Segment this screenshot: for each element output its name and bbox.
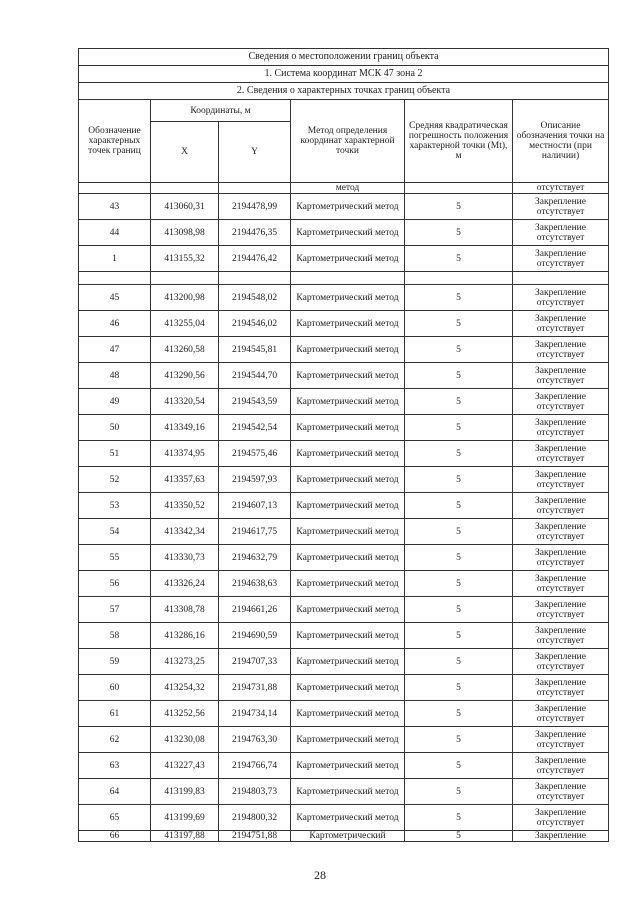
coord-y: 2194607,13 bbox=[219, 493, 291, 519]
section-title: 2. Сведения о характерных точках границ объекта bbox=[79, 83, 609, 100]
coord-y: 2194597,93 bbox=[219, 467, 291, 493]
coord-y: 2194803,73 bbox=[219, 779, 291, 805]
description: Закрепление отсутствует bbox=[513, 727, 609, 753]
table-row bbox=[79, 519, 609, 545]
coord-y: 2194690,59 bbox=[219, 623, 291, 649]
description: Закрепление отсутствует bbox=[513, 415, 609, 441]
coord-y: 2194543,59 bbox=[219, 389, 291, 415]
description: Закрепление bbox=[513, 831, 609, 842]
table-row bbox=[79, 220, 609, 246]
point-id: 53 bbox=[79, 493, 151, 519]
table-row bbox=[79, 467, 609, 493]
table-row bbox=[79, 545, 609, 571]
coord-y: 2194632,79 bbox=[219, 545, 291, 571]
coord-x: 413230,08 bbox=[151, 727, 219, 753]
table-row bbox=[79, 779, 609, 805]
continuation-desc: отсутствует bbox=[513, 183, 609, 194]
point-id: 57 bbox=[79, 597, 151, 623]
coord-x: 413098,98 bbox=[151, 220, 219, 246]
method: Картометрический метод bbox=[291, 779, 405, 805]
description: Закрепление отсутствует bbox=[513, 753, 609, 779]
coord-x: 413357,63 bbox=[151, 467, 219, 493]
point-id: 52 bbox=[79, 467, 151, 493]
description: Закрепление отсутствует bbox=[513, 701, 609, 727]
method: Картометрический метод bbox=[291, 753, 405, 779]
mean-error: 5 bbox=[405, 363, 513, 389]
description: Закрепление отсутствует bbox=[513, 389, 609, 415]
description: Закрепление отсутствует bbox=[513, 467, 609, 493]
description: Закрепление отсутствует bbox=[513, 285, 609, 311]
method: Картометрический метод bbox=[291, 493, 405, 519]
table-row bbox=[79, 571, 609, 597]
point-id: 47 bbox=[79, 337, 151, 363]
method: Картометрический метод bbox=[291, 675, 405, 701]
coord-y: 2194617,75 bbox=[219, 519, 291, 545]
method: Картометрический метод bbox=[291, 571, 405, 597]
point-id: 45 bbox=[79, 285, 151, 311]
coord-x: 413255,04 bbox=[151, 311, 219, 337]
mean-error: 5 bbox=[405, 311, 513, 337]
table-row bbox=[79, 623, 609, 649]
mean-error: 5 bbox=[405, 220, 513, 246]
coord-x: 413342,34 bbox=[151, 519, 219, 545]
coord-y: 2194476,42 bbox=[219, 246, 291, 272]
table-row bbox=[79, 493, 609, 519]
description: Закрепление отсутствует bbox=[513, 519, 609, 545]
description: Закрепление отсутствует bbox=[513, 649, 609, 675]
description: Закрепление отсутствует bbox=[513, 337, 609, 363]
header-coordinates: Координаты, м bbox=[151, 100, 291, 122]
method: Картометрический метод bbox=[291, 363, 405, 389]
method: Картометрический метод bbox=[291, 337, 405, 363]
coord-x: 413199,83 bbox=[151, 779, 219, 805]
table-row bbox=[79, 675, 609, 701]
table-row bbox=[79, 831, 609, 842]
coord-y: 2194548,02 bbox=[219, 285, 291, 311]
method: Картометрический метод bbox=[291, 246, 405, 272]
coord-x: 413308,78 bbox=[151, 597, 219, 623]
mean-error: 5 bbox=[405, 727, 513, 753]
coord-y: 2194478,99 bbox=[219, 194, 291, 220]
coord-y: 2194734,14 bbox=[219, 701, 291, 727]
coord-y: 2194751,88 bbox=[219, 831, 291, 842]
coord-x: 413330,73 bbox=[151, 545, 219, 571]
coord-y: 2194731,88 bbox=[219, 675, 291, 701]
continuation-method: метод bbox=[291, 183, 405, 194]
method: Картометрический метод bbox=[291, 623, 405, 649]
method: Картометрический bbox=[291, 831, 405, 842]
mean-error: 5 bbox=[405, 519, 513, 545]
coord-y: 2194707,33 bbox=[219, 649, 291, 675]
point-id: 62 bbox=[79, 727, 151, 753]
point-id: 60 bbox=[79, 675, 151, 701]
coord-x: 413349,16 bbox=[151, 415, 219, 441]
header-description: Описание обозначения точки на местности (при наличии) bbox=[513, 100, 609, 183]
coord-x: 413374,95 bbox=[151, 441, 219, 467]
coord-y: 2194542,54 bbox=[219, 415, 291, 441]
mean-error: 5 bbox=[405, 285, 513, 311]
method: Картометрический метод bbox=[291, 220, 405, 246]
point-id: 44 bbox=[79, 220, 151, 246]
description: Закрепление отсутствует bbox=[513, 597, 609, 623]
table-row bbox=[79, 246, 609, 272]
header-point: Обозначение характерных точек границ bbox=[79, 100, 151, 183]
mean-error: 5 bbox=[405, 675, 513, 701]
table-title: Сведения о местоположении границ объекта bbox=[79, 49, 609, 66]
mean-error: 5 bbox=[405, 597, 513, 623]
coord-y: 2194546,02 bbox=[219, 311, 291, 337]
point-id: 58 bbox=[79, 623, 151, 649]
mean-error: 5 bbox=[405, 467, 513, 493]
coord-y: 2194476,35 bbox=[219, 220, 291, 246]
description: Закрепление отсутствует bbox=[513, 246, 609, 272]
description: Закрепление отсутствует bbox=[513, 220, 609, 246]
method: Картометрический метод bbox=[291, 519, 405, 545]
point-id: 64 bbox=[79, 779, 151, 805]
coord-x: 413273,25 bbox=[151, 649, 219, 675]
coord-x: 413260,58 bbox=[151, 337, 219, 363]
coord-x: 413197,88 bbox=[151, 831, 219, 842]
header-error: Средняя квадратическая погрешность положения характерной точки (Mt), м bbox=[405, 100, 513, 183]
mean-error: 5 bbox=[405, 779, 513, 805]
description: Закрепление отсутствует bbox=[513, 805, 609, 831]
description: Закрепление отсутствует bbox=[513, 545, 609, 571]
method: Картометрический метод bbox=[291, 415, 405, 441]
point-id: 61 bbox=[79, 701, 151, 727]
coord-y: 2194544,70 bbox=[219, 363, 291, 389]
coord-y: 2194545,81 bbox=[219, 337, 291, 363]
description: Закрепление отсутствует bbox=[513, 194, 609, 220]
description: Закрепление отсутствует bbox=[513, 675, 609, 701]
coord-y: 2194575,46 bbox=[219, 441, 291, 467]
mean-error: 5 bbox=[405, 805, 513, 831]
method: Картометрический метод bbox=[291, 597, 405, 623]
coord-y: 2194638,63 bbox=[219, 571, 291, 597]
table-row bbox=[79, 701, 609, 727]
coord-y: 2194763,30 bbox=[219, 727, 291, 753]
coord-y: 2194661,26 bbox=[219, 597, 291, 623]
coord-x: 413200,98 bbox=[151, 285, 219, 311]
description: Закрепление отсутствует bbox=[513, 311, 609, 337]
table-row bbox=[79, 805, 609, 831]
coord-x: 413326,24 bbox=[151, 571, 219, 597]
method: Картометрический метод bbox=[291, 545, 405, 571]
header-y: Y bbox=[219, 122, 291, 183]
table-row bbox=[79, 727, 609, 753]
header-x: X bbox=[151, 122, 219, 183]
method: Картометрический метод bbox=[291, 311, 405, 337]
mean-error: 5 bbox=[405, 649, 513, 675]
mean-error: 5 bbox=[405, 623, 513, 649]
point-id: 54 bbox=[79, 519, 151, 545]
table-row bbox=[79, 337, 609, 363]
method: Картометрический метод bbox=[291, 649, 405, 675]
table-row bbox=[79, 389, 609, 415]
description: Закрепление отсутствует bbox=[513, 571, 609, 597]
table-row bbox=[79, 753, 609, 779]
mean-error: 5 bbox=[405, 753, 513, 779]
table-row bbox=[79, 649, 609, 675]
method: Картометрический метод bbox=[291, 389, 405, 415]
description: Закрепление отсутствует bbox=[513, 493, 609, 519]
table-row bbox=[79, 597, 609, 623]
mean-error: 5 bbox=[405, 246, 513, 272]
document-sheet bbox=[78, 48, 608, 842]
method: Картометрический метод bbox=[291, 441, 405, 467]
point-id: 66 bbox=[79, 831, 151, 842]
coord-y: 2194800,32 bbox=[219, 805, 291, 831]
description: Закрепление отсутствует bbox=[513, 363, 609, 389]
mean-error: 5 bbox=[405, 493, 513, 519]
table-row bbox=[79, 194, 609, 220]
page-number: 28 bbox=[314, 868, 326, 882]
mean-error: 5 bbox=[405, 415, 513, 441]
coord-x: 413155,32 bbox=[151, 246, 219, 272]
table-row bbox=[79, 415, 609, 441]
point-id: 56 bbox=[79, 571, 151, 597]
description: Закрепление отсутствует bbox=[513, 779, 609, 805]
coord-x: 413290,56 bbox=[151, 363, 219, 389]
point-id: 48 bbox=[79, 363, 151, 389]
empty-row bbox=[79, 272, 609, 285]
coord-x: 413320,54 bbox=[151, 389, 219, 415]
method: Картометрический метод bbox=[291, 727, 405, 753]
coord-x: 413252,56 bbox=[151, 701, 219, 727]
coord-x: 413060,31 bbox=[151, 194, 219, 220]
point-id: 63 bbox=[79, 753, 151, 779]
method: Картометрический метод bbox=[291, 194, 405, 220]
mean-error: 5 bbox=[405, 194, 513, 220]
point-id: 59 bbox=[79, 649, 151, 675]
point-id: 51 bbox=[79, 441, 151, 467]
method: Картометрический метод bbox=[291, 285, 405, 311]
mean-error: 5 bbox=[405, 441, 513, 467]
coord-x: 413286,16 bbox=[151, 623, 219, 649]
coordinate-system: 1. Система координат МСК 47 зона 2 bbox=[79, 66, 609, 83]
mean-error: 5 bbox=[405, 571, 513, 597]
coord-x: 413199,69 bbox=[151, 805, 219, 831]
method: Картометрический метод bbox=[291, 701, 405, 727]
mean-error: 5 bbox=[405, 701, 513, 727]
point-id: 46 bbox=[79, 311, 151, 337]
coord-y: 2194766,74 bbox=[219, 753, 291, 779]
point-id: 65 bbox=[79, 805, 151, 831]
point-id: 43 bbox=[79, 194, 151, 220]
mean-error: 5 bbox=[405, 389, 513, 415]
boundary-points-table bbox=[78, 48, 609, 842]
table-row bbox=[79, 311, 609, 337]
mean-error: 5 bbox=[405, 831, 513, 842]
header-method: Метод определения координат характерной точки bbox=[291, 100, 405, 183]
coord-x: 413227,43 bbox=[151, 753, 219, 779]
coord-x: 413254,32 bbox=[151, 675, 219, 701]
point-id: 55 bbox=[79, 545, 151, 571]
method: Картометрический метод bbox=[291, 805, 405, 831]
method: Картометрический метод bbox=[291, 467, 405, 493]
mean-error: 5 bbox=[405, 545, 513, 571]
coord-x: 413350,52 bbox=[151, 493, 219, 519]
table-row bbox=[79, 441, 609, 467]
table-row bbox=[79, 363, 609, 389]
point-id: 49 bbox=[79, 389, 151, 415]
table-row bbox=[79, 285, 609, 311]
mean-error: 5 bbox=[405, 337, 513, 363]
point-id: 50 bbox=[79, 415, 151, 441]
description: Закрепление отсутствует bbox=[513, 441, 609, 467]
description: Закрепление отсутствует bbox=[513, 623, 609, 649]
point-id: 1 bbox=[79, 246, 151, 272]
continuation-row bbox=[79, 183, 609, 194]
